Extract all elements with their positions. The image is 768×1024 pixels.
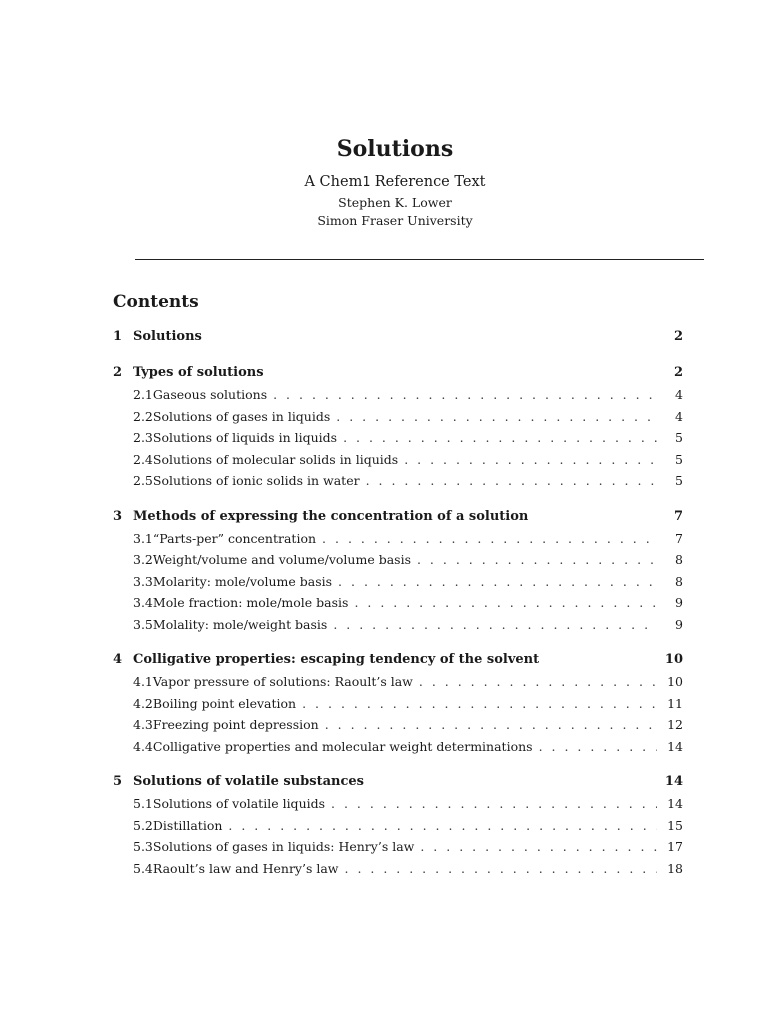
- subsection-page-number: 11: [667, 695, 683, 711]
- subsection-title: Solutions of volatile liquids: [152, 796, 326, 811]
- section-title: Colligative properties: escaping tendency of the solvent: [133, 652, 540, 667]
- subsection-number: 3.5: [133, 616, 153, 632]
- toc-section-entry[interactable]: [113, 774, 683, 796]
- dot-leader: [366, 473, 657, 488]
- subsection-title: Solutions of molecular solids in liquids: [152, 451, 399, 467]
- toc-subsection-entry[interactable]: [113, 430, 683, 452]
- subsection-page-number: 14: [667, 738, 683, 754]
- subsection-number: 5.3: [133, 839, 153, 854]
- subsection-page-number: 14: [667, 796, 683, 811]
- document-author: Stephen K. Lower: [338, 195, 452, 210]
- subsection-page-number: 10: [667, 674, 683, 689]
- toc-section: [113, 509, 683, 639]
- dot-leader: [325, 717, 657, 732]
- toc-section: [113, 329, 683, 351]
- dot-leader: [419, 674, 657, 689]
- section-number: 4: [113, 652, 123, 667]
- subsection-title: Vapor pressure of solutions: Raoult’s law: [152, 674, 413, 689]
- subsection-page-number: 18: [667, 860, 683, 876]
- subsection-title: Mole fraction: mole/mole basis: [152, 595, 349, 610]
- subsection-page-number: 4: [675, 408, 683, 424]
- subsection-page-number: 9: [675, 595, 683, 610]
- section-title: Types of solutions: [133, 365, 264, 380]
- section-title: Methods of expressing the concentration of a solution: [133, 508, 529, 524]
- subsection-title: Solutions of liquids in liquids: [152, 430, 338, 445]
- toc-subsection-entry[interactable]: [113, 473, 683, 495]
- dot-leader: [345, 861, 658, 876]
- section-page-number: 14: [664, 774, 683, 789]
- subsection-title: Solutions of gases in liquids: Henry’s law: [152, 839, 415, 854]
- toc-subsection-entry[interactable]: [113, 696, 683, 718]
- toc-subsection-entry[interactable]: [113, 452, 683, 474]
- subsection-title: Colligative properties and molecular weight determinations: [152, 738, 533, 754]
- subsection-title: Weight/volume and volume/volume basis: [152, 552, 411, 567]
- toc-subsection-entry[interactable]: [113, 861, 683, 883]
- subsection-number: 5.1: [133, 796, 153, 811]
- subsection-number: 3.2: [133, 552, 153, 567]
- subsection-title: Gaseous solutions: [152, 387, 268, 402]
- document-title: Solutions: [336, 136, 454, 162]
- toc-subsection-entry[interactable]: [113, 796, 683, 818]
- toc-subsection-entry[interactable]: [113, 818, 683, 840]
- subsection-number: 4.1: [133, 674, 153, 689]
- subsection-number: 4.2: [133, 695, 153, 711]
- subtitle-chem-one: 1: [362, 175, 371, 190]
- section-title: Solutions: [133, 329, 202, 344]
- dot-leader: [404, 452, 657, 467]
- subsection-title: Boiling point elevation: [152, 695, 297, 711]
- document-affiliation: Simon Fraser University: [317, 213, 473, 228]
- subsection-number: 2.3: [133, 430, 153, 445]
- dot-leader: [338, 574, 657, 589]
- subsection-page-number: 15: [667, 817, 683, 833]
- toc-subsection-entry[interactable]: [113, 409, 683, 431]
- section-page-number: 7: [673, 508, 683, 524]
- title-divider: [135, 259, 704, 260]
- section-page-number: 2: [673, 329, 683, 344]
- subsection-title: Raoult’s law and Henry’s law: [152, 860, 339, 876]
- section-title: Solutions of volatile substances: [133, 774, 364, 789]
- subsection-number: 2.1: [133, 387, 153, 402]
- dot-leader: [354, 595, 657, 610]
- toc-section: [113, 774, 683, 882]
- section-page-number: 2: [673, 365, 683, 380]
- document-subtitle: [0, 173, 768, 192]
- subsection-title: “Parts-per” concentration: [152, 530, 317, 546]
- subsection-title: Solutions of ionic solids in water: [152, 473, 360, 488]
- subtitle-prefix: A Chem: [304, 174, 363, 190]
- toc-section-entry[interactable]: [113, 329, 683, 351]
- table-of-contents: [113, 329, 683, 896]
- dot-leader: [322, 531, 657, 546]
- toc-section-entry[interactable]: [113, 365, 683, 387]
- dot-leader: [273, 387, 657, 402]
- subsection-page-number: 4: [675, 387, 683, 402]
- toc-section: [113, 365, 683, 495]
- toc-section-entry[interactable]: [113, 509, 683, 531]
- subsection-number: 4.3: [133, 717, 153, 732]
- dot-leader: [302, 696, 657, 711]
- section-number: 2: [113, 365, 123, 380]
- subsection-title: Solutions of gases in liquids: [152, 408, 331, 424]
- toc-subsection-entry[interactable]: [113, 674, 683, 696]
- toc-subsection-entry[interactable]: [113, 739, 683, 761]
- subsection-page-number: 17: [667, 839, 683, 854]
- subsection-number: 5.2: [133, 817, 153, 833]
- subsection-page-number: 5: [675, 451, 683, 467]
- contents-heading: Contents: [113, 292, 199, 312]
- subsection-number: 4.4: [133, 738, 153, 754]
- section-number: 1: [113, 329, 123, 344]
- section-number: 5: [113, 774, 123, 789]
- section-page-number: 10: [664, 652, 683, 667]
- dot-leader: [228, 818, 657, 833]
- toc-subsection-entry[interactable]: [113, 574, 683, 596]
- subsection-title: Freezing point depression: [152, 717, 319, 732]
- subsection-page-number: 9: [675, 616, 683, 632]
- subsection-number: 2.5: [133, 473, 153, 488]
- toc-subsection-entry[interactable]: [113, 595, 683, 617]
- section-number: 3: [113, 508, 123, 524]
- dot-leader: [331, 796, 657, 811]
- toc-subsection-entry[interactable]: [113, 839, 683, 861]
- subsection-page-number: 8: [675, 573, 683, 589]
- dot-leader: [417, 552, 657, 567]
- subsection-number: 2.2: [133, 408, 153, 424]
- subsection-page-number: 8: [675, 552, 683, 567]
- dot-leader: [539, 739, 657, 754]
- subsection-number: 3.3: [133, 573, 153, 589]
- subsection-page-number: 5: [675, 430, 683, 445]
- toc-subsection-entry[interactable]: [113, 552, 683, 574]
- toc-section-entry[interactable]: [113, 652, 683, 674]
- subtitle-suffix: Reference Text: [370, 174, 486, 190]
- subsection-page-number: 7: [675, 530, 683, 546]
- subsection-number: 5.4: [133, 860, 153, 876]
- subsection-number: 2.4: [133, 451, 153, 467]
- subsection-page-number: 12: [667, 717, 683, 732]
- subsection-number: 3.4: [133, 595, 153, 610]
- dot-leader: [336, 409, 657, 424]
- subsection-page-number: 5: [675, 473, 683, 488]
- dot-leader: [333, 617, 657, 632]
- subsection-number: 3.1: [133, 530, 153, 546]
- toc-section: [113, 652, 683, 760]
- dot-leader: [420, 839, 657, 854]
- subsection-title: Molality: mole/weight basis: [152, 616, 328, 632]
- dot-leader: [343, 430, 657, 445]
- toc-subsection-entry[interactable]: [113, 617, 683, 639]
- toc-subsection-entry[interactable]: [113, 387, 683, 409]
- subsection-title: Molarity: mole/volume basis: [152, 573, 333, 589]
- subsection-title: Distillation: [152, 817, 223, 833]
- toc-subsection-entry[interactable]: [113, 717, 683, 739]
- title-block: [0, 136, 768, 230]
- toc-subsection-entry[interactable]: [113, 531, 683, 553]
